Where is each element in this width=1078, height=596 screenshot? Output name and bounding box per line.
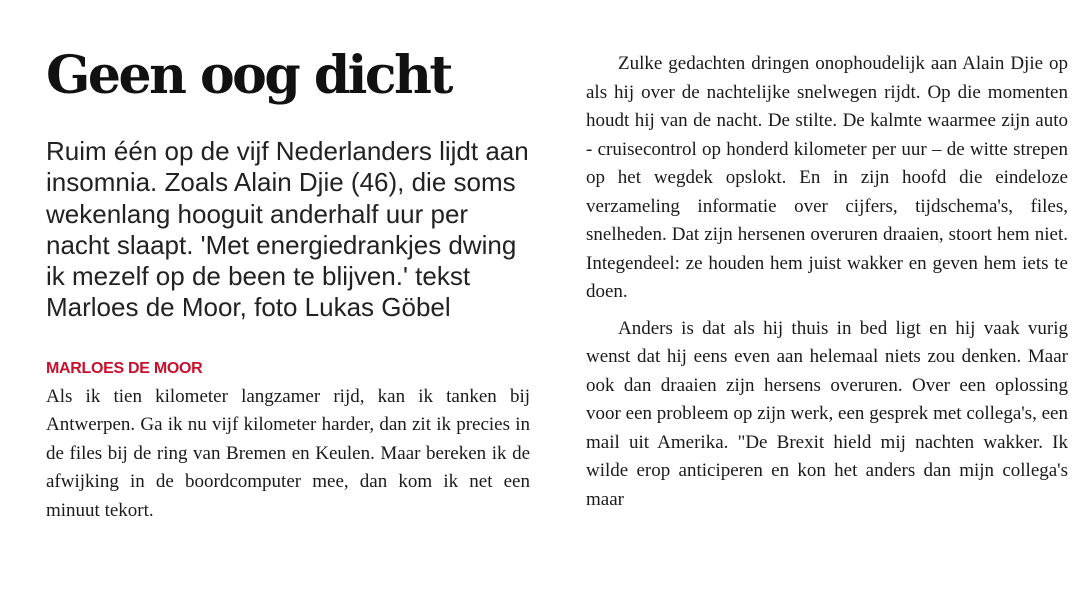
right-column [586,50,1068,514]
headline: Geen oog dicht [46,45,451,106]
left-column [46,40,530,525]
body-paragraph: Zulke gedachten dringen onophoudelijk aan Alain Djie op als hij over de nachtelijke snelwegen rijdt. Op die momenten houdt hij van de nacht. De stilte. De kalmte waarmee zijn auto - cruisecontrol op honderd kilometer per uur – de witte strepen op het wegdek opslokt. En in zijn hoofd die eindeloze verzameling informatie over cijfers, tijdschema's, files, snelheden. Dat zijn hersenen overuren draaien, stoort hem niet. Integendeel: ze houden hem juist wakker en geven hem iets te doen. [586,53,1068,302]
standfirst: Ruim één op de vijf Nederlanders lijdt aan insomnia. Zoals Alain Djie (46), die soms wekenlang hooguit anderhalf uur per nacht slaapt. 'Met energiedrankjes dwing ik mezelf op de been te blijven.' tekst Marloes de Moor, foto Lukas Göbel [46,136,529,323]
byline: MARLOES DE MOOR [46,359,203,377]
body-paragraph: Als ik tien kilometer langzamer rijd, kan ik tanken bij Antwerpen. Ga ik nu vijf kilometer harder, dan zit ik precies in de files bij de ring van Bremen en Keulen. Maar bereken ik de afwijking in de boordcomputer mee, dan kom ik net een minuut tekort. [46,385,530,521]
body-paragraph: Anders is dat als hij thuis in bed ligt en hij vaak vurig wenst dat hij eens even aan helemaal niets zou denken. Maar ook dan draaien zijn hersens overuren. Over een oplossing voor een probleem op zijn werk, een gesprek met collega's, een mail uit Amerika. "De Brexit hield mij nachten wakker. Ik wilde erop anticiperen en kon het anders dan mijn collega's maar [586,317,1068,510]
